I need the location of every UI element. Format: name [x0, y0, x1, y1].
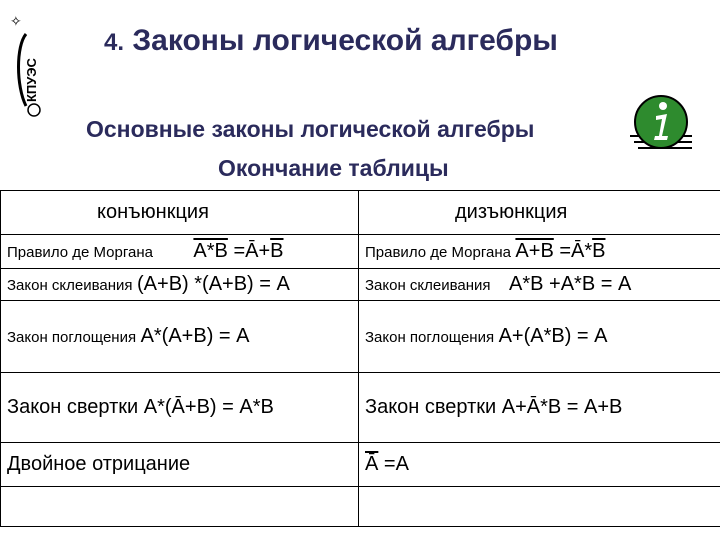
law-formula: А*(Ā+В) = А*В	[143, 396, 274, 418]
law-formula: А+(А*В) = А	[498, 325, 608, 347]
title-number: 4.	[104, 29, 125, 56]
table-row	[1, 443, 720, 487]
university-logo	[8, 6, 52, 126]
law-formula: А*В =Ā+В	[193, 240, 284, 262]
absorption-disj-cell	[359, 301, 720, 373]
law-label: Правило де Моргана	[365, 244, 511, 261]
laws-table	[0, 190, 720, 527]
page-title	[104, 24, 558, 58]
morgan-disj-cell	[359, 235, 720, 269]
law-label: Закон склеивания	[365, 277, 491, 294]
disjunction-header: дизъюнкция	[359, 191, 720, 235]
title-text: Законы логической алгебры	[132, 24, 558, 57]
table-header-row	[1, 191, 720, 235]
law-formula: А+Ā*В = А+В	[501, 396, 623, 418]
empty-cell	[359, 487, 720, 527]
law-formula: А+В =Ā*В	[515, 240, 606, 262]
law-label: Закон поглощения	[365, 329, 495, 346]
law-label: Закон свертки	[7, 396, 139, 418]
law-label: Закон поглощения	[7, 329, 137, 346]
table-row	[1, 269, 720, 301]
gluing-conj-cell	[1, 269, 359, 301]
svg-text:КПУЭС: КПУЭС	[24, 58, 39, 102]
info-icon	[630, 92, 692, 154]
folding-conj-cell	[1, 373, 359, 443]
law-formula: А*(А+В) = А	[140, 325, 250, 347]
gluing-disj-cell	[359, 269, 720, 301]
double-negation-cell: Двойное отрицание	[1, 443, 359, 487]
table-row	[1, 301, 720, 373]
table-row	[1, 487, 720, 527]
table-row	[1, 373, 720, 443]
absorption-conj-cell	[1, 301, 359, 373]
folding-disj-cell	[359, 373, 720, 443]
subtitle-continuation: Окончание таблицы	[218, 155, 449, 181]
law-formula: (А+В) *(А+В) = А	[137, 273, 290, 295]
law-label: Закон свертки	[365, 396, 497, 418]
law-label: Закон склеивания	[7, 277, 133, 294]
subtitle-main: Основные законы логической алгебры	[86, 116, 535, 142]
morgan-conj-cell	[1, 235, 359, 269]
conjunction-header: конъюнкция	[1, 191, 359, 235]
svg-text:✧: ✧	[10, 14, 22, 30]
law-label: Правило де Моргана	[7, 244, 153, 261]
empty-cell	[1, 487, 359, 527]
law-formula: А*В +А*В = А	[509, 273, 632, 295]
table-row	[1, 235, 720, 269]
double-negation-formula: $\overline{Ā} =А$	[359, 443, 720, 487]
